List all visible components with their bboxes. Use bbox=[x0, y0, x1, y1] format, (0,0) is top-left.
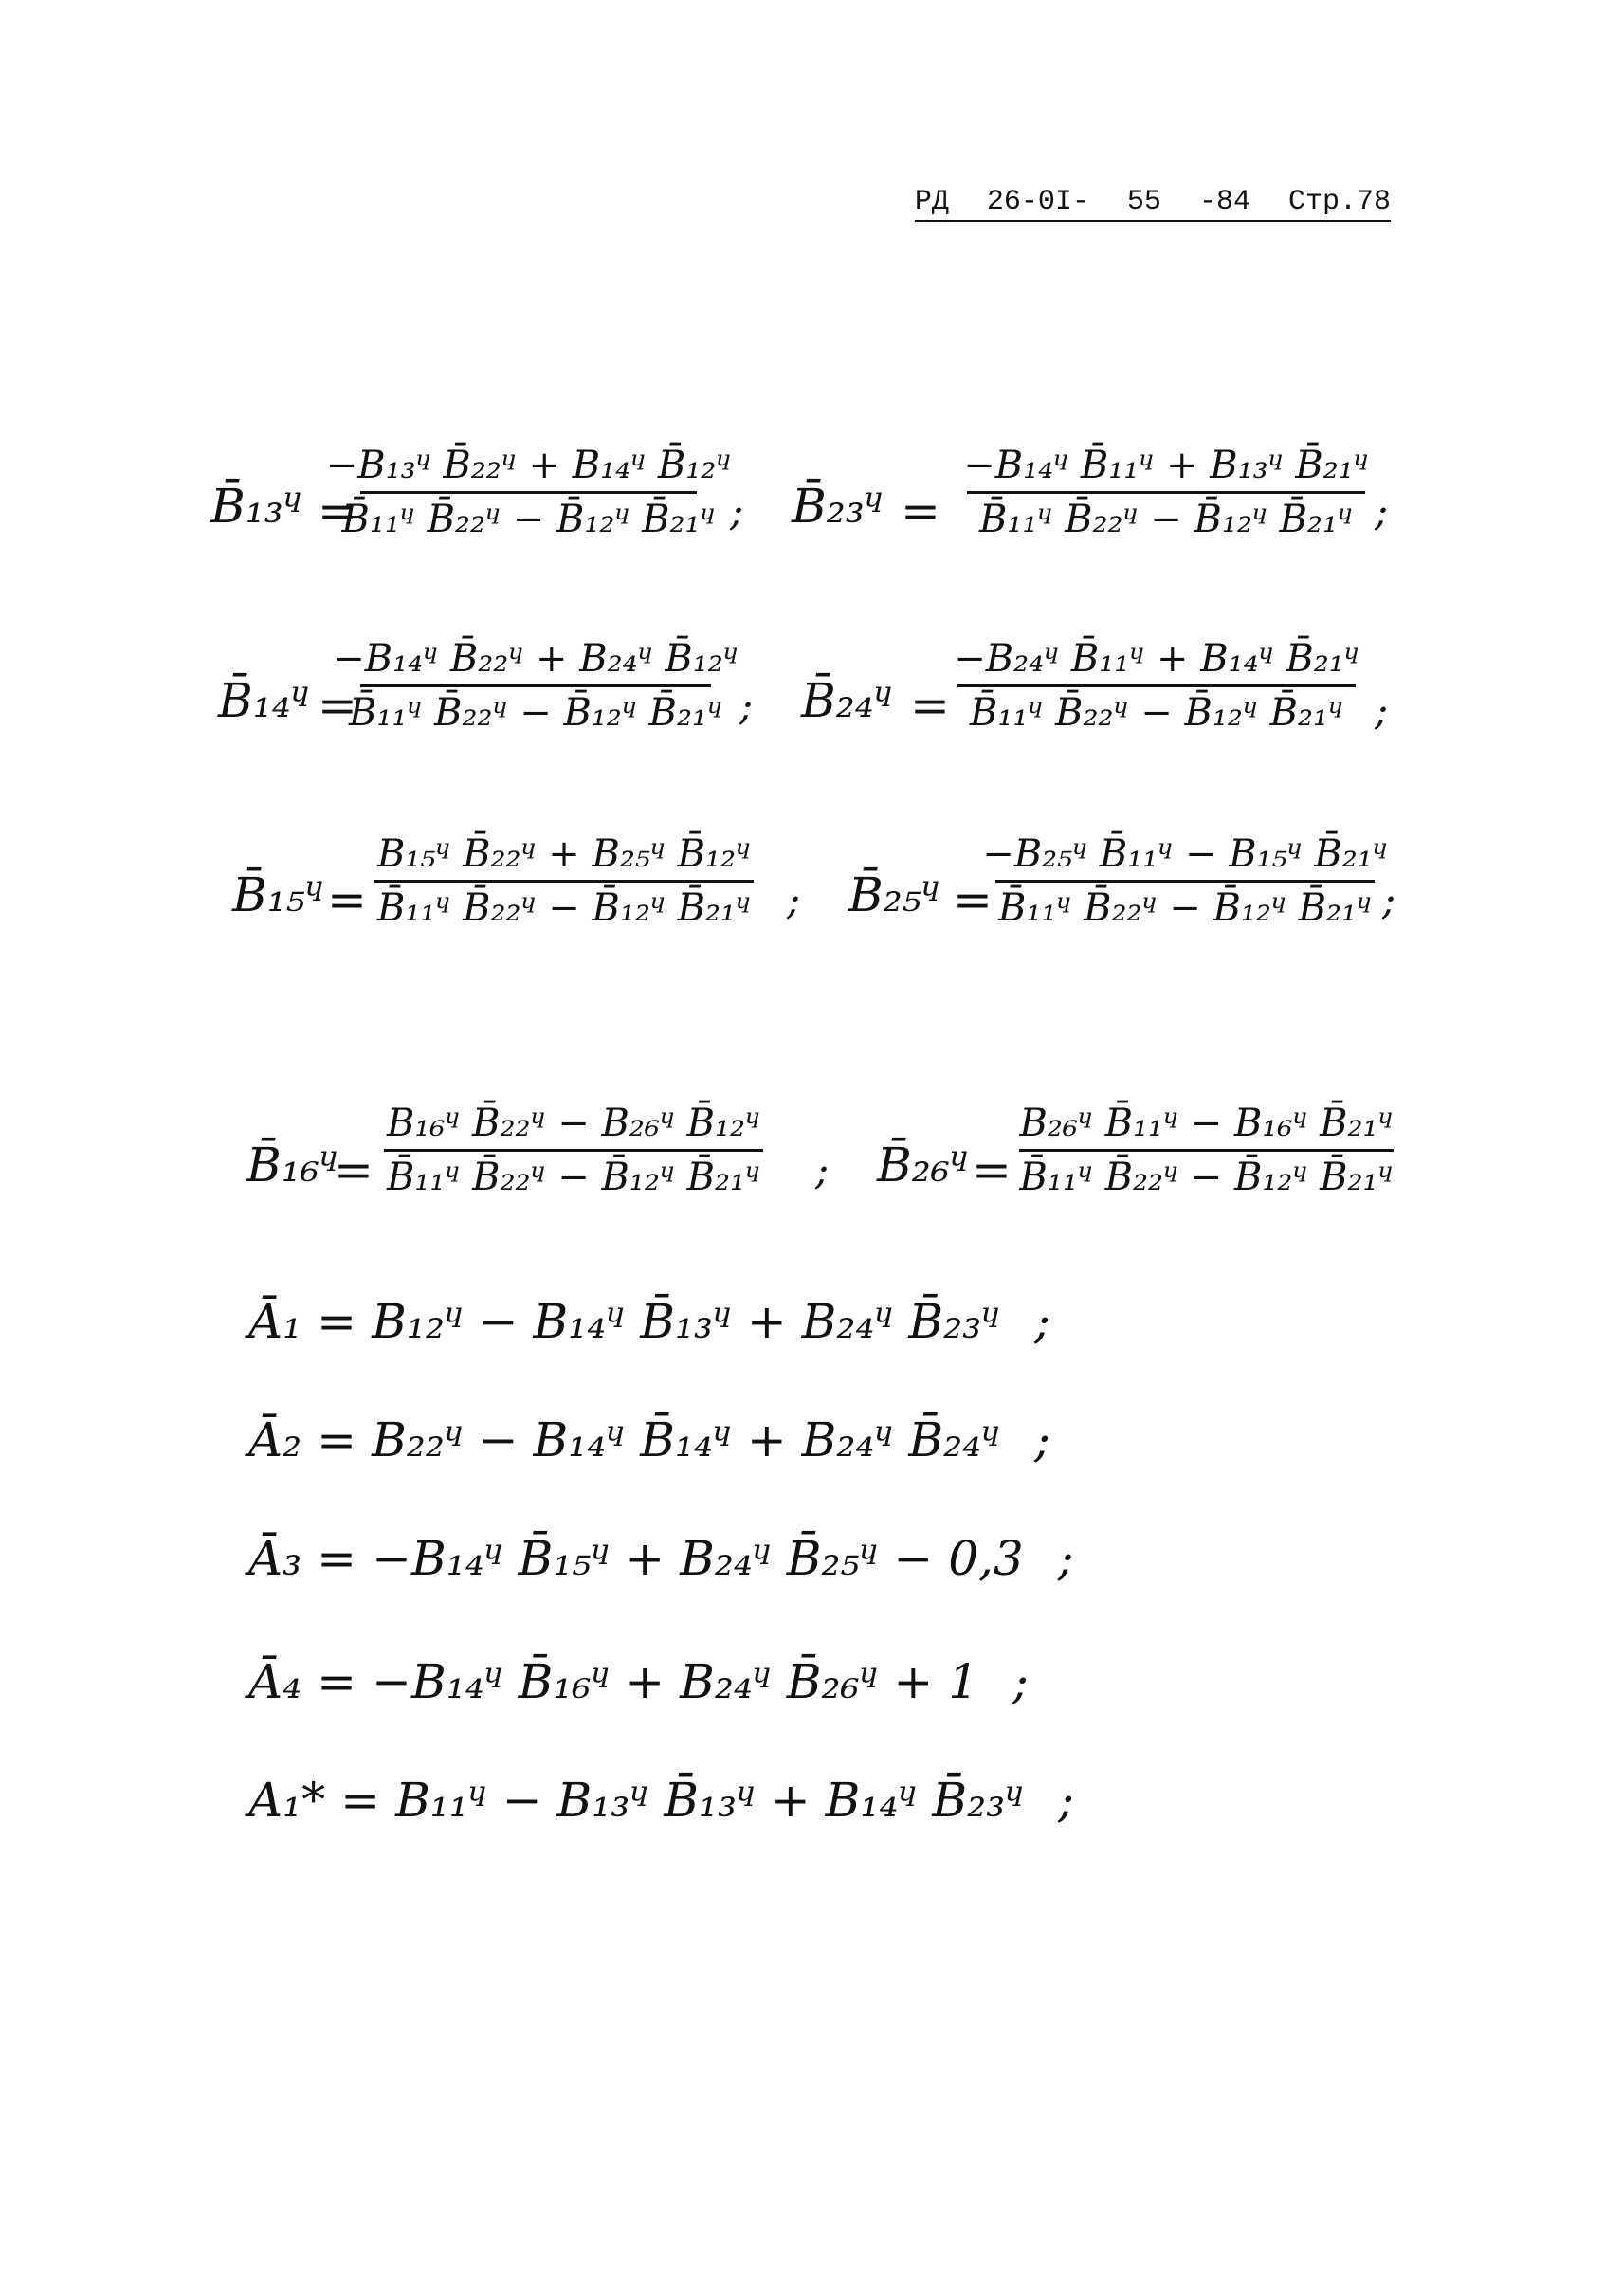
equals-sign: = bbox=[340, 1773, 381, 1828]
equals-sign: = bbox=[317, 1531, 357, 1586]
fraction-bar bbox=[967, 491, 1365, 494]
fraction bbox=[982, 832, 1388, 930]
fraction bbox=[325, 444, 732, 541]
separator: ; bbox=[1382, 877, 1396, 923]
equals-sign: = bbox=[334, 1142, 374, 1197]
separator: ; bbox=[1375, 687, 1389, 734]
line-end: ; bbox=[1034, 1294, 1050, 1349]
formula-lhs: B̄₂₃ᶣ bbox=[792, 479, 884, 534]
formula-lhs: B̄₂₄ᶣ bbox=[801, 673, 893, 728]
linear-lhs: Ā₂ bbox=[248, 1412, 302, 1467]
fraction-bar bbox=[1019, 1149, 1394, 1152]
equals-sign: = bbox=[327, 872, 367, 927]
fraction-denominator: B̄₁₁ᶣ B̄₂₂ᶣ − B̄₁₂ᶣ B̄₂₁ᶣ bbox=[341, 498, 716, 541]
equals-sign: = bbox=[317, 1412, 357, 1467]
linear-lhs: Ā₁ bbox=[248, 1294, 302, 1349]
line-end: ; bbox=[1012, 1654, 1029, 1709]
fraction-numerator: B₂₆ᶣ B̄₁₁ᶣ − B₁₆ᶣ B̄₂₁ᶣ bbox=[1019, 1102, 1394, 1145]
formula-lhs: B̄₁₆ᶣ bbox=[246, 1138, 338, 1193]
fraction-bar bbox=[957, 684, 1356, 687]
fraction-denominator: B̄₁₁ᶣ B̄₂₂ᶣ − B̄₁₂ᶣ B̄₂₁ᶣ bbox=[348, 691, 723, 735]
fraction bbox=[1019, 1102, 1394, 1199]
linear-rhs: −B₁₄ᶣ B̄₁₆ᶣ + B₂₄ᶣ B̄₂₆ᶣ + 1 bbox=[372, 1654, 979, 1709]
equals-sign: = bbox=[317, 1294, 357, 1349]
page-header bbox=[915, 186, 1391, 222]
separator: ; bbox=[815, 1147, 830, 1194]
fraction-bar bbox=[360, 684, 711, 687]
fraction-numerator: −B₁₃ᶣ B̄₂₂ᶣ + B₁₄ᶣ B̄₁₂ᶣ bbox=[325, 444, 732, 487]
header-page: Стр.78 bbox=[1287, 186, 1391, 218]
line-end: ; bbox=[1058, 1773, 1074, 1828]
equals-sign: = bbox=[901, 483, 940, 538]
fraction-denominator: B̄₁₁ᶣ B̄₂₂ᶣ − B̄₁₂ᶣ B̄₂₁ᶣ bbox=[1019, 1156, 1394, 1199]
fraction-denominator: B̄₁₁ᶣ B̄₂₂ᶣ − B̄₁₂ᶣ B̄₂₁ᶣ bbox=[978, 498, 1354, 541]
formula-lhs: B̄₂₅ᶣ bbox=[848, 867, 940, 922]
header-doc: РД bbox=[914, 186, 949, 218]
fraction-bar bbox=[360, 491, 697, 494]
fraction-bar bbox=[374, 880, 754, 883]
fraction-bar bbox=[995, 880, 1375, 883]
linear-lhs: Ā₃ bbox=[248, 1531, 302, 1586]
header-num: 55 bbox=[1126, 186, 1161, 218]
separator: ; bbox=[787, 877, 801, 923]
formula-lhs: B̄₁₅ᶣ bbox=[232, 867, 324, 922]
equals-sign: = bbox=[953, 872, 993, 927]
equals-sign: = bbox=[972, 1142, 1012, 1197]
separator: ; bbox=[1375, 488, 1389, 535]
equals-sign: = bbox=[910, 678, 950, 733]
fraction-bar bbox=[384, 1149, 763, 1152]
linear-formula bbox=[248, 1773, 1074, 1828]
line-end: ; bbox=[1034, 1412, 1050, 1467]
linear-rhs: −B₁₄ᶣ B̄₁₅ᶣ + B₂₄ᶣ B̄₂₅ᶣ − 0,3 bbox=[372, 1531, 1024, 1586]
fraction-denominator: B̄₁₁ᶣ B̄₂₂ᶣ − B̄₁₂ᶣ B̄₂₁ᶣ bbox=[386, 1156, 761, 1199]
equals-sign: = bbox=[318, 483, 357, 538]
formula-lhs: B̄₁₄ᶣ bbox=[218, 673, 310, 728]
linear-rhs: B₁₂ᶣ − B₁₄ᶣ B̄₁₃ᶣ + B₂₄ᶣ B̄₂₃ᶣ bbox=[372, 1294, 1001, 1349]
fraction-denominator: B̄₁₁ᶣ B̄₂₂ᶣ − B̄₁₂ᶣ B̄₂₁ᶣ bbox=[997, 886, 1373, 930]
fraction-numerator: −B₂₅ᶣ B̄₁₁ᶣ − B₁₅ᶣ B̄₂₁ᶣ bbox=[982, 832, 1388, 876]
linear-formula bbox=[248, 1654, 1029, 1709]
header-year: -84 bbox=[1198, 186, 1250, 218]
formula-lhs: B̄₁₃ᶣ bbox=[210, 479, 302, 534]
linear-rhs: B₂₂ᶣ − B₁₄ᶣ B̄₁₄ᶣ + B₂₄ᶣ B̄₂₄ᶣ bbox=[372, 1412, 1001, 1467]
fraction-denominator: B̄₁₁ᶣ B̄₂₂ᶣ − B̄₁₂ᶣ B̄₂₁ᶣ bbox=[376, 886, 752, 930]
fraction-numerator: −B₁₄ᶣ B̄₁₁ᶣ + B₁₃ᶣ B̄₂₁ᶣ bbox=[963, 444, 1369, 487]
fraction bbox=[374, 832, 754, 930]
fraction bbox=[333, 637, 739, 735]
formula-lhs: B̄₂₆ᶣ bbox=[877, 1138, 969, 1193]
fraction-numerator: −B₁₄ᶣ B̄₂₂ᶣ + B₂₄ᶣ B̄₁₂ᶣ bbox=[333, 637, 739, 681]
separator: ; bbox=[730, 488, 744, 535]
fraction bbox=[384, 1102, 763, 1199]
fraction-numerator: −B₂₄ᶣ B̄₁₁ᶣ + B₁₄ᶣ B̄₂₁ᶣ bbox=[954, 637, 1359, 681]
linear-lhs: Ā₄ bbox=[248, 1654, 302, 1709]
line-end: ; bbox=[1057, 1531, 1074, 1586]
header-code: 26-0I- bbox=[986, 186, 1089, 218]
linear-rhs: B₁₁ᶣ − B₁₃ᶣ B̄₁₃ᶣ + B₁₄ᶣ B̄₂₃ᶣ bbox=[395, 1773, 1025, 1828]
fraction bbox=[954, 637, 1359, 735]
fraction bbox=[963, 444, 1369, 541]
fraction-numerator: B₁₅ᶣ B̄₂₂ᶣ + B₂₅ᶣ B̄₁₂ᶣ bbox=[376, 832, 752, 876]
equals-sign: = bbox=[317, 1654, 357, 1709]
linear-formula bbox=[248, 1412, 1050, 1467]
separator: ; bbox=[739, 683, 754, 729]
fraction-denominator: B̄₁₁ᶣ B̄₂₂ᶣ − B̄₁₂ᶣ B̄₂₁ᶣ bbox=[969, 691, 1344, 735]
fraction-numerator: B₁₆ᶣ B̄₂₂ᶣ − B₂₆ᶣ B̄₁₂ᶣ bbox=[386, 1102, 761, 1145]
linear-formula bbox=[248, 1294, 1050, 1349]
equals-sign: = bbox=[318, 678, 357, 733]
linear-lhs: A₁* bbox=[248, 1773, 326, 1828]
linear-formula bbox=[248, 1531, 1074, 1586]
